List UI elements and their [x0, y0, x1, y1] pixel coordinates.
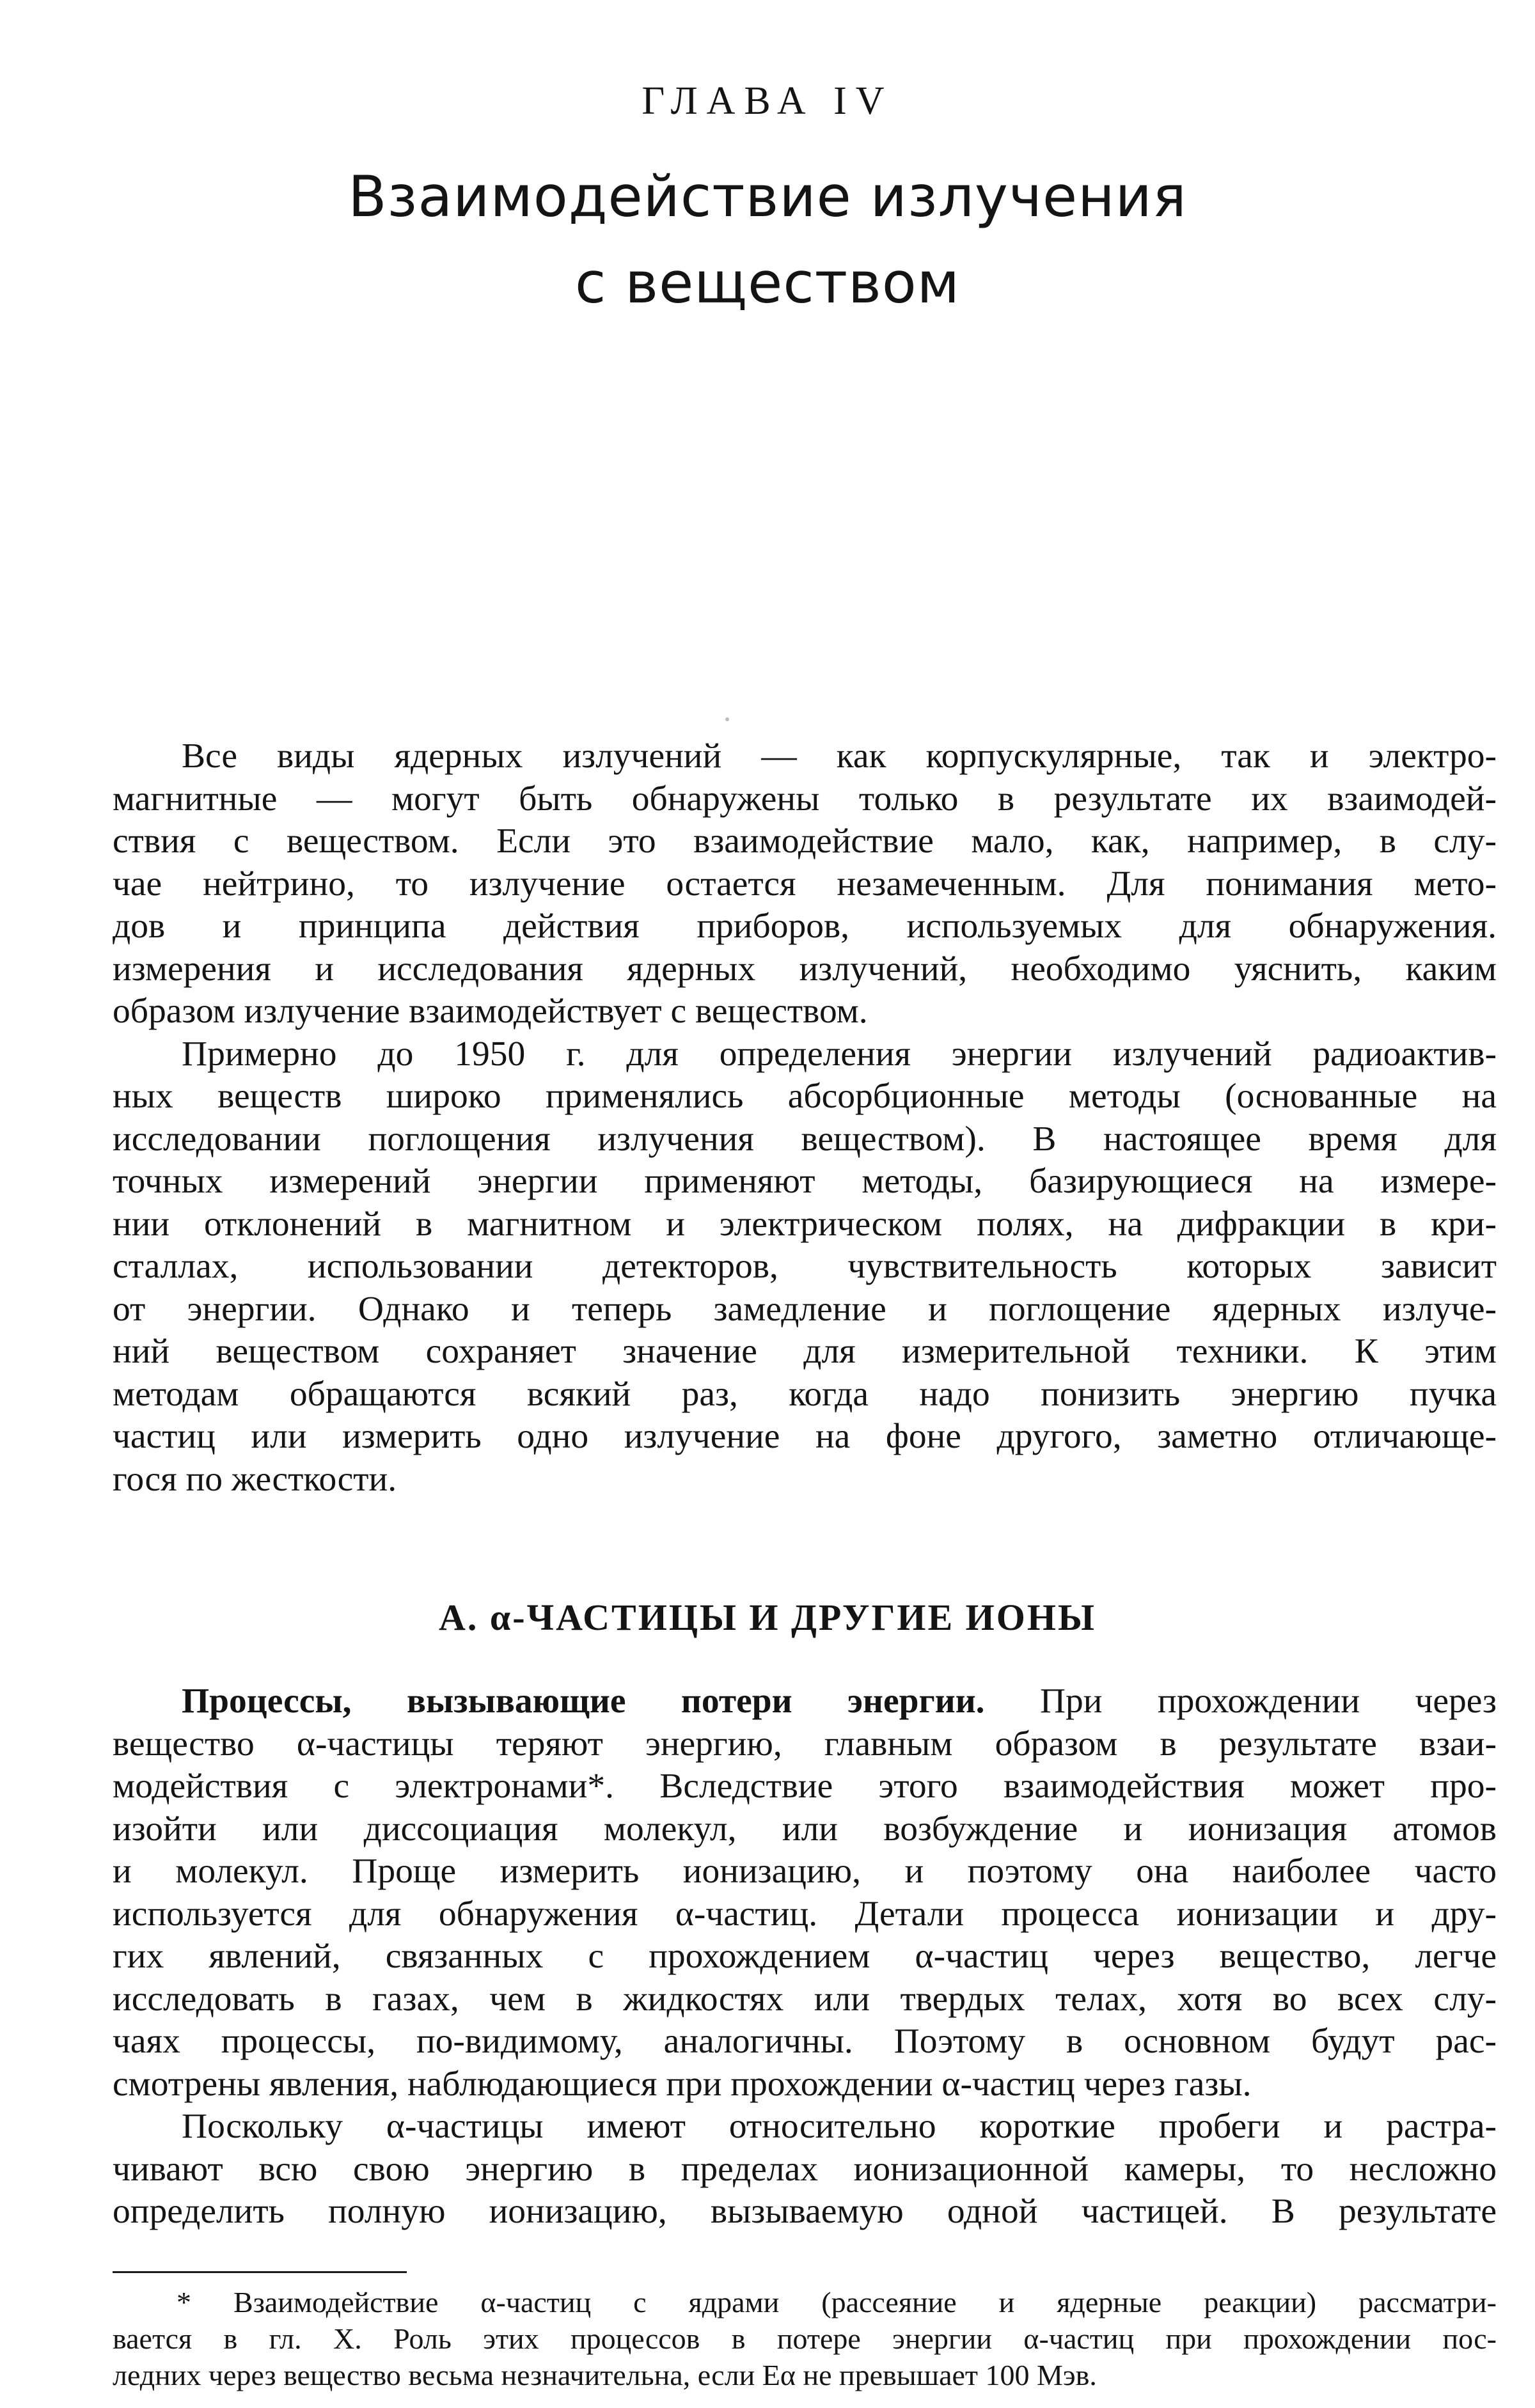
text-line: Поскольку α-частицы имеют относительно короткие пробеги и растра-	[182, 2107, 1497, 2146]
text-line: дов и принципа действия приборов, используемых для обнаружения.	[113, 907, 1497, 946]
text-line: магнитные — могут быть обнаружены только в результате их взаимодей-	[113, 779, 1497, 818]
text-line: и молекул. Проще измерить ионизацию, и поэтому она наиболее часто	[113, 1852, 1497, 1891]
text-line: исследовать в газах, чем в жидкостях или твердых телах, хотя во всех слу-	[113, 1979, 1497, 2019]
text-line: от энергии. Однако и теперь замедление и поглощение ядерных излуче-	[113, 1289, 1497, 1329]
text-line: вещество α-частицы теряют энергию, главным образом в результате взаи-	[113, 1724, 1497, 1763]
footnote-line: * Взаимодействие α-частиц с ядрами (рассеяние и ядерные реакции) рассматри-	[177, 2286, 1497, 2318]
text-line: исследовании поглощения излучения веществом). В настоящее время для	[113, 1119, 1497, 1159]
text-line: сталлах, использовании детекторов, чувствительность которых зависит	[113, 1247, 1497, 1286]
text-line: смотрены явления, наблюдающиеся при прохождении α-частиц через газы.	[113, 2064, 1252, 2104]
text-line: измерения и исследования ядерных излучений, необходимо уяснить, каким	[113, 949, 1497, 989]
text-line	[113, 1680, 1497, 1723]
text-line: методам обращаются всякий раз, когда надо понизить энергию пучка	[113, 1374, 1497, 1414]
section-heading: А. α-ЧАСТИЦЫ И ДРУГИЕ ИОНЫ	[439, 1597, 1096, 1638]
text-line: чаях процессы, по-видимому, аналогичны. Поэтому в основном будут рас-	[113, 2022, 1497, 2061]
text-line: чивают всю свою энергию в пределах ионизационной камеры, то несложно	[113, 2149, 1497, 2189]
text-line: определить полную ионизацию, вызываемую одной частицей. В результате	[113, 2192, 1497, 2231]
text-line: ствия с веществом. Если это взаимодействие мало, как, например, в слу-	[113, 822, 1497, 861]
text-line: частиц или измерить одно излучение на фоне другого, заметно отличающе-	[113, 1417, 1497, 1456]
text-line: гося по жесткости.	[113, 1459, 397, 1499]
text-line: изойти или диссоциация молекул, или возбуждение и ионизация атомов	[113, 1809, 1497, 1849]
chapter-title	[0, 153, 1535, 326]
chapter-label: ГЛАВА IV	[642, 79, 893, 123]
text-line: ний веществом сохраняет значение для измерительной техники. К этим	[113, 1332, 1497, 1371]
text-line: нии отклонений в магнитном и электрическом полях, на дифракции в кри-	[113, 1204, 1497, 1244]
chapter-title-line-2: с веществом	[574, 250, 961, 316]
intro-paragraph-2	[113, 1033, 1497, 1501]
section-text	[113, 1680, 1497, 2233]
footnote-line: вается в гл. X. Роль этих процессов в потере энергии α-частиц при прохождении пос-	[113, 2322, 1497, 2355]
print-speck	[725, 717, 729, 721]
footnote	[113, 2284, 1497, 2393]
run-in-heading: Процессы, вызывающие потери энергии.	[182, 1682, 985, 1721]
text-line: Все виды ядерных излучений — как корпускулярные, так и электро-	[182, 737, 1497, 776]
text-line: точных измерений энергии применяют методы, базирующиеся на измере-	[113, 1162, 1497, 1201]
text-line: модействия с электронами*. Вследствие этого взаимодействия может про-	[113, 1767, 1497, 1806]
text-line: ных веществ широко применялись абсорбционные методы (основанные на	[113, 1077, 1497, 1116]
intro-paragraph-1	[113, 735, 1497, 1033]
text-run: При прохождении через	[984, 1682, 1497, 1721]
section-paragraph-1	[113, 1680, 1497, 2106]
footnote-rule	[113, 2271, 407, 2273]
chapter-title-line-1: Взаимодействие излучения	[348, 164, 1187, 230]
intro-text	[113, 735, 1497, 1501]
text-line: чае нейтрино, то излучение остается незамеченным. Для понимания мето-	[113, 864, 1497, 903]
text-line: используется для обнаружения α-частиц. Детали процесса ионизации и дру-	[113, 1894, 1497, 1934]
text-line: гих явлений, связанных с прохождением α-частиц через вещество, легче	[113, 1937, 1497, 1976]
text-line: образом излучение взаимодействует с веществом.	[113, 992, 868, 1031]
text-line: Примерно до 1950 г. для определения энергии излучений радиоактив-	[182, 1034, 1497, 1074]
footnote-line: ледних через вещество весьма незначительна, если Eα не превышает 100 Мэв.	[113, 2359, 1097, 2391]
section-paragraph-2	[113, 2106, 1497, 2233]
